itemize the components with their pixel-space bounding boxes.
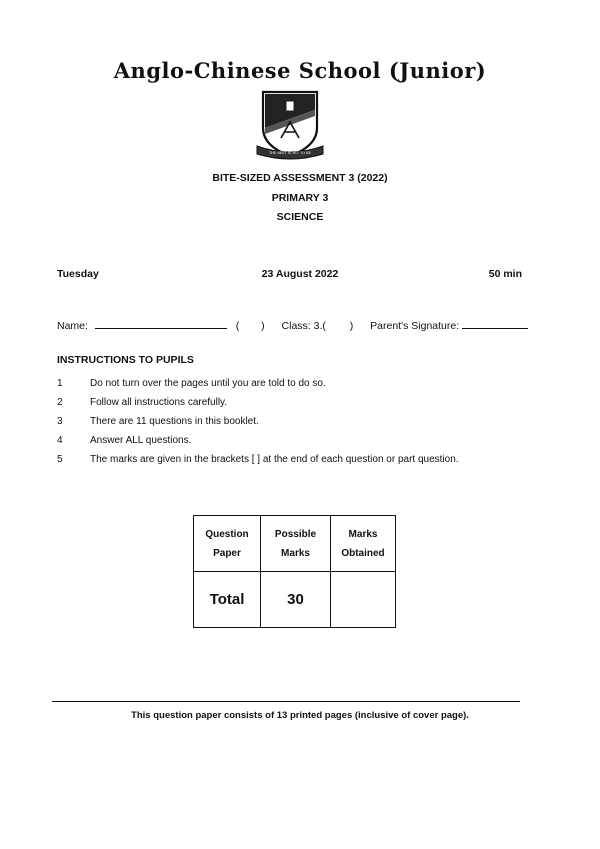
assessment-title: BITE-SIZED ASSESSMENT 3 (2022) bbox=[212, 172, 388, 184]
school-crest-logo bbox=[255, 88, 325, 162]
footer-note: This question paper consists of 13 printed pages (inclusive of cover page). bbox=[131, 710, 469, 721]
header-possible-marks bbox=[261, 516, 331, 572]
instructions-heading: INSTRUCTIONS TO PUPILS bbox=[57, 354, 194, 366]
instruction-text: Answer ALL questions. bbox=[90, 435, 192, 446]
list-item bbox=[57, 435, 537, 454]
footer-divider bbox=[52, 701, 520, 702]
index-close: ) bbox=[261, 320, 265, 332]
subject-title: SCIENCE bbox=[276, 211, 324, 223]
table-row bbox=[194, 516, 396, 572]
class-close: ) bbox=[349, 320, 354, 332]
exam-day: Tuesday bbox=[57, 268, 99, 280]
instruction-text: The marks are given in the brackets [ ] at the end of each question or part question. bbox=[90, 454, 459, 465]
instruction-text: Follow all instructions carefully. bbox=[90, 397, 228, 408]
list-item bbox=[57, 397, 537, 416]
instruction-number: 1 bbox=[57, 378, 63, 389]
instruction-number: 5 bbox=[57, 454, 63, 465]
total-marks-obtained[interactable] bbox=[331, 572, 396, 628]
level-title: PRIMARY 3 bbox=[271, 192, 329, 204]
name-blank[interactable] bbox=[95, 318, 227, 329]
pupil-details-row bbox=[57, 318, 527, 332]
header-line: Marks bbox=[281, 547, 310, 559]
list-item bbox=[57, 416, 537, 435]
list-item bbox=[57, 378, 537, 397]
instruction-text: Do not turn over the pages until you are told to do so. bbox=[90, 378, 326, 389]
instructions-list bbox=[57, 378, 537, 473]
name-label: Name: bbox=[57, 320, 88, 332]
total-label: Total bbox=[194, 572, 261, 628]
header-line: Obtained bbox=[341, 547, 385, 559]
signature-blank[interactable] bbox=[462, 318, 528, 329]
instruction-number: 2 bbox=[57, 397, 63, 408]
header-line: Marks bbox=[348, 528, 378, 540]
crest-motto: THE BEST IS YET TO BE bbox=[269, 151, 311, 155]
header-question-paper bbox=[194, 516, 261, 572]
class-label: Class: 3.( bbox=[281, 320, 326, 332]
header-line: Paper bbox=[213, 547, 241, 559]
header-line: Question bbox=[205, 528, 249, 540]
list-item bbox=[57, 454, 537, 473]
instruction-number: 4 bbox=[57, 435, 63, 446]
header-marks-obtained bbox=[331, 516, 396, 572]
total-possible-marks: 30 bbox=[261, 572, 331, 628]
exam-duration: 50 min bbox=[488, 268, 522, 280]
school-name: Anglo-Chinese School (Junior) bbox=[113, 58, 487, 83]
index-open: ( bbox=[235, 320, 240, 332]
exam-date: 23 August 2022 bbox=[261, 268, 339, 280]
signature-label: Parent's Signature: bbox=[370, 320, 460, 332]
table-row bbox=[194, 572, 396, 628]
marks-table bbox=[193, 515, 396, 628]
header-line: Possible bbox=[274, 528, 317, 540]
instruction-number: 3 bbox=[57, 416, 63, 427]
instruction-text: There are 11 questions in this booklet. bbox=[90, 416, 259, 427]
